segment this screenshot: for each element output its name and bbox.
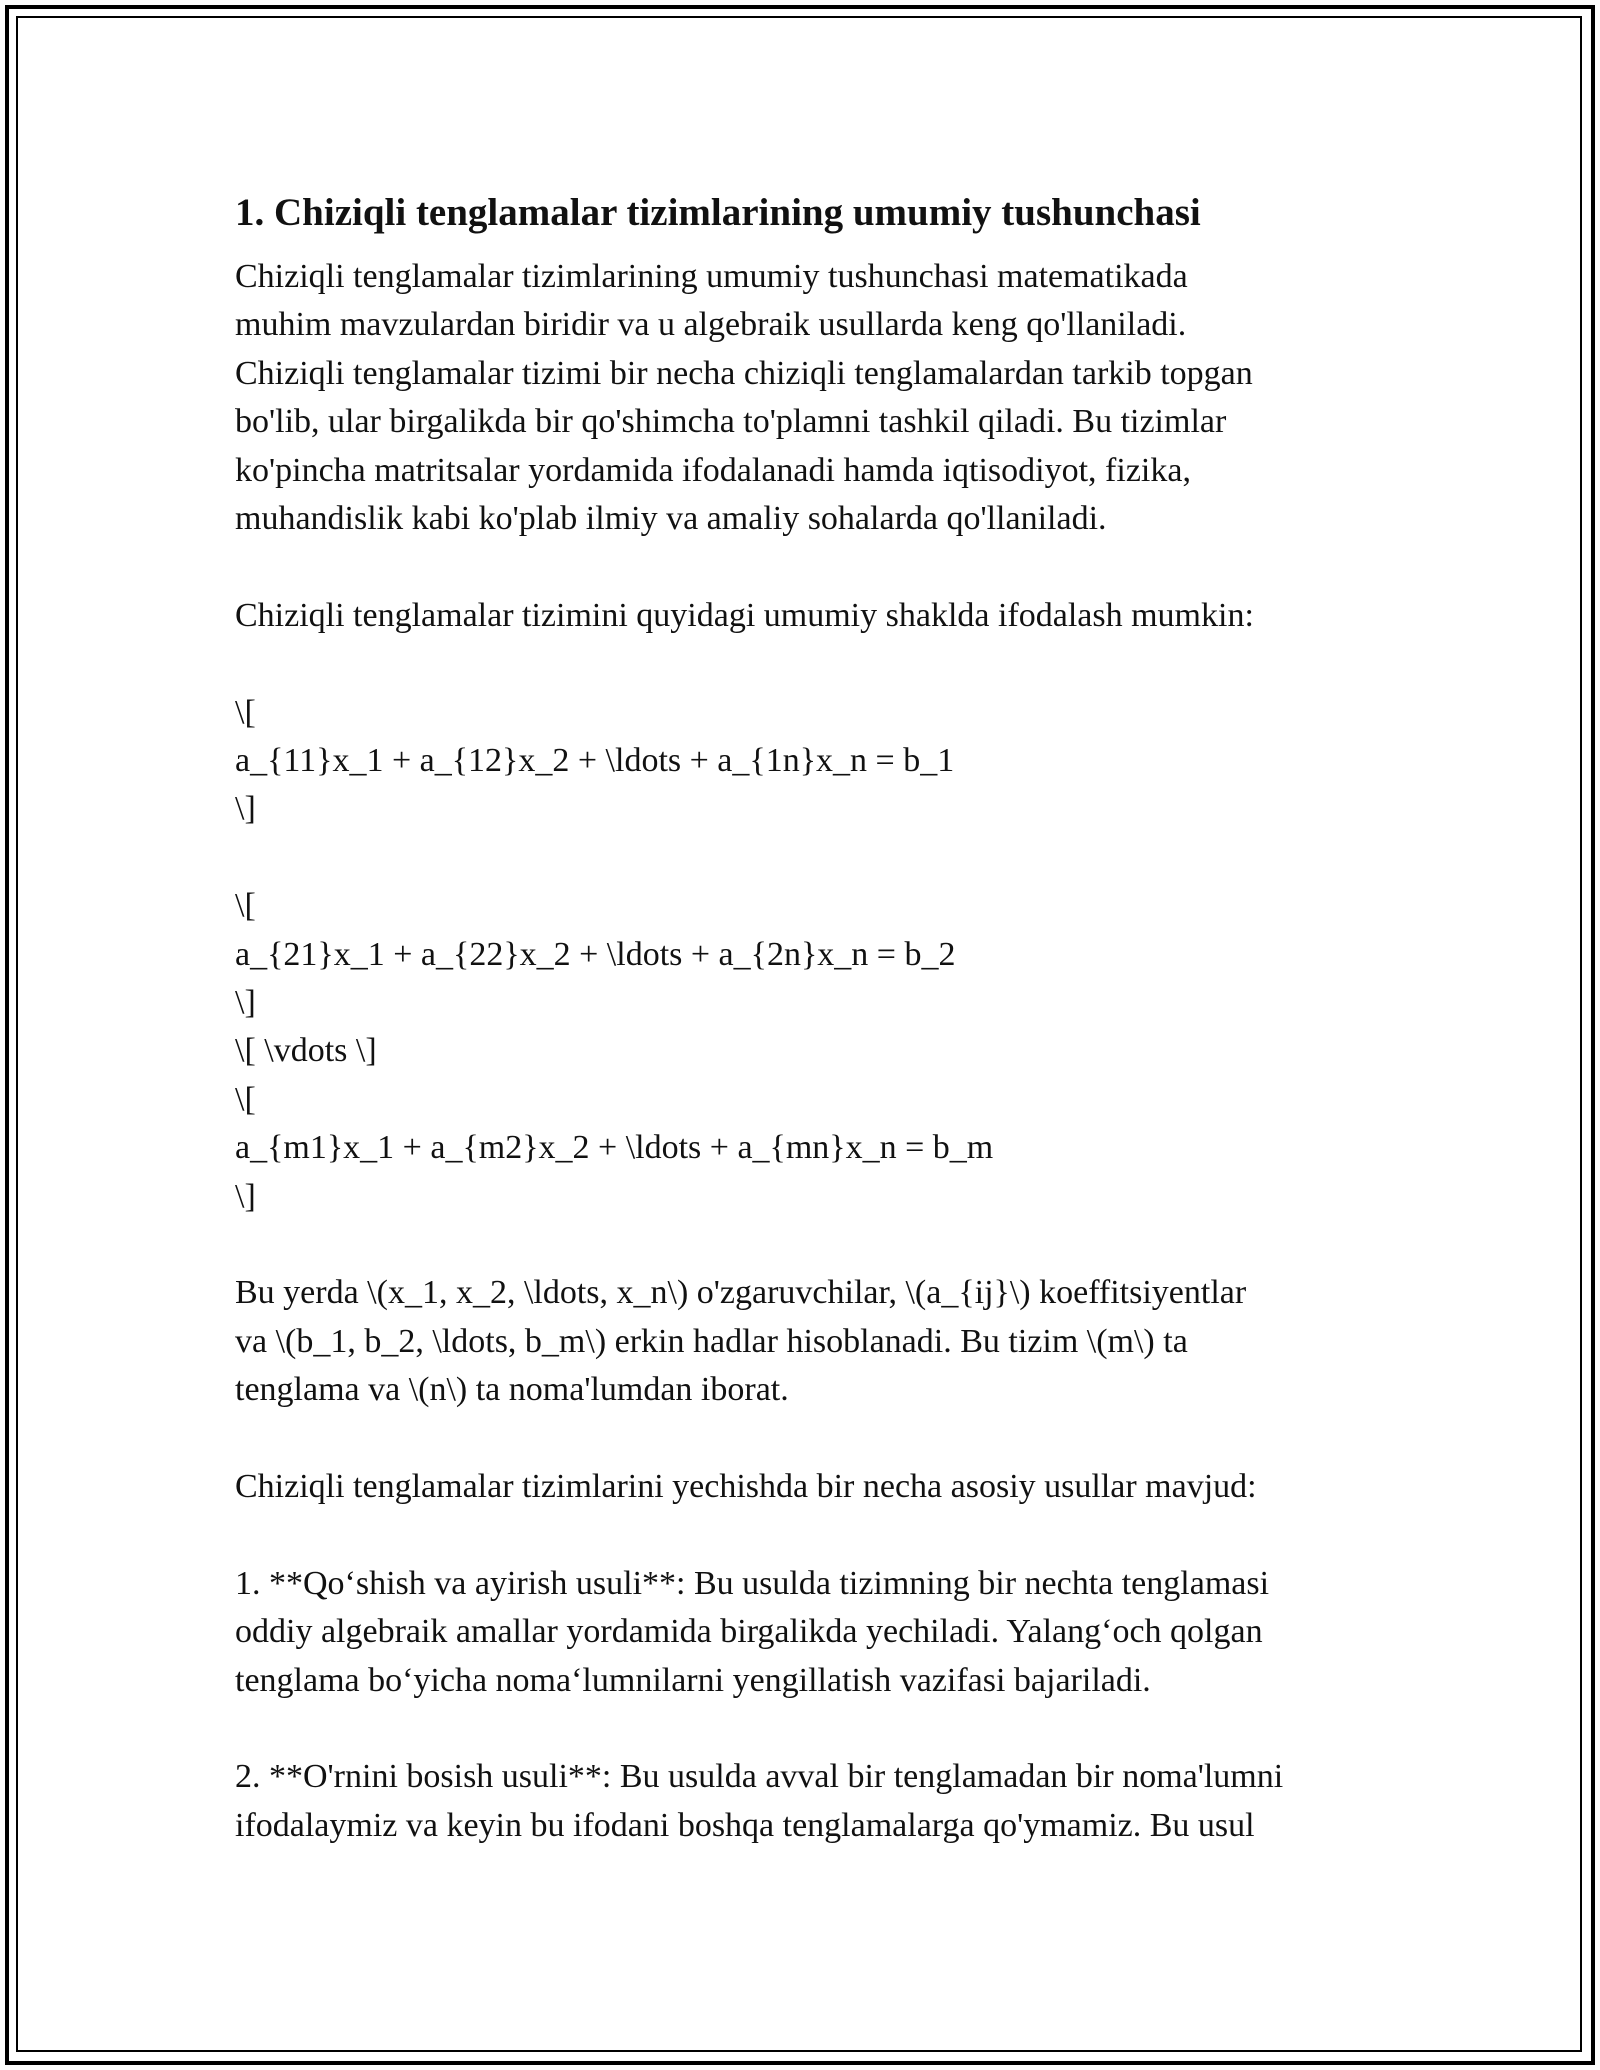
equation-line: \[ — [235, 1080, 256, 1118]
paragraph-general-form — [235, 592, 1385, 640]
text-line: tenglama va \(n\) ta noma'lumdan iborat. — [235, 1371, 789, 1409]
text-line: va \(b_1, b_2, \ldots, b_m\) erkin hadlar hisoblanadi. Bu tizim \(m\) ta — [235, 1322, 1188, 1360]
paragraph-intro — [235, 253, 1385, 543]
text-line: bo'lib, ular birgalikda bir qo'shimcha to'plamni tashkil qiladi. Bu tizimlar — [235, 403, 1227, 441]
text-line: ifodalaymiz va keyin bu ifodani boshqa tenglamalarga qo'ymamiz. Bu usul — [235, 1806, 1255, 1844]
equation-line: \] — [235, 1177, 256, 1215]
text-line: Chiziqli tenglamalar tizimlarining umumiy tushunchasi matematikada — [235, 258, 1188, 295]
text-line: tenglama bo‘yicha noma‘lumnilarni yengillatish vazifasi bajariladi. — [235, 1661, 1151, 1699]
equation-line: a_{m1}x_1 + a_{m2}x_2 + \ldots + a_{mn}x_n = b_m — [235, 1129, 994, 1167]
text-line: 1. **Qo‘shish va ayirish usuli**: Bu usulda tizimning bir nechta tenglamasi — [235, 1564, 1270, 1602]
equation-line: \[ \vdots \] — [235, 1032, 377, 1070]
list-item-method-2 — [235, 1753, 1385, 1850]
equation-line: a_{21}x_1 + a_{22}x_2 + \ldots + a_{2n}x_n = b_2 — [235, 935, 956, 973]
text-line: muhim mavzulardan biridir va u algebraik usullarda keng qo'llaniladi. — [235, 306, 1187, 344]
paragraph-gap — [235, 1221, 1385, 1269]
text-line: Bu yerda \(x_1, x_2, \ldots, x_n\) o'zgaruvchilar, \(a_{ij}\) koeffitsiyentlar — [235, 1274, 1247, 1312]
text-line: ko'pincha matritsalar yordamida ifodalanadi hamda iqtisodiyot, fizika, — [235, 451, 1191, 489]
text-line: 2. **O'rnini bosish usuli**: Bu usulda avval bir tenglamadan bir noma'lumni — [235, 1758, 1284, 1796]
equation-line: \[ — [235, 887, 256, 925]
equation-line: \] — [235, 984, 256, 1022]
text-line: Chiziqli tenglamalar tizimini quyidagi umumiy shaklda ifodalash mumkin: — [235, 596, 1254, 634]
list-item-method-1 — [235, 1560, 1385, 1705]
equation-block-1 — [235, 689, 1385, 834]
text-line: oddiy algebraik amallar yordamida birgalikda yechiladi. Yalang‘och qolgan — [235, 1613, 1263, 1651]
text-line: muhandislik kabi ko'plab ilmiy va amaliy sohalarda qo'llaniladi. — [235, 500, 1107, 538]
paragraph-methods-intro — [235, 1463, 1385, 1511]
paragraph-gap — [235, 1415, 1385, 1463]
paragraph-gap — [235, 1705, 1385, 1753]
section-heading: 1. Chiziqli tenglamalar tizimlarining umumiy tushunchasi — [235, 191, 1201, 234]
paragraph-variables — [235, 1269, 1385, 1414]
paragraph-gap — [235, 543, 1385, 591]
paragraph-gap — [235, 834, 1385, 882]
document-body — [235, 185, 1385, 1850]
equation-line: a_{11}x_1 + a_{12}x_2 + \ldots + a_{1n}x_n = b_1 — [235, 742, 955, 780]
paragraph-gap — [235, 640, 1385, 688]
equation-line: \[ — [235, 693, 256, 731]
paragraph-gap — [235, 1511, 1385, 1559]
equation-block-2 — [235, 882, 1385, 1221]
equation-line: \] — [235, 790, 256, 828]
text-line: Chiziqli tenglamalar tizimlarini yechishda bir necha asosiy usullar mavjud: — [235, 1468, 1257, 1506]
text-line: Chiziqli tenglamalar tizimi bir necha chiziqli tenglamalardan tarkib topgan — [235, 354, 1253, 392]
